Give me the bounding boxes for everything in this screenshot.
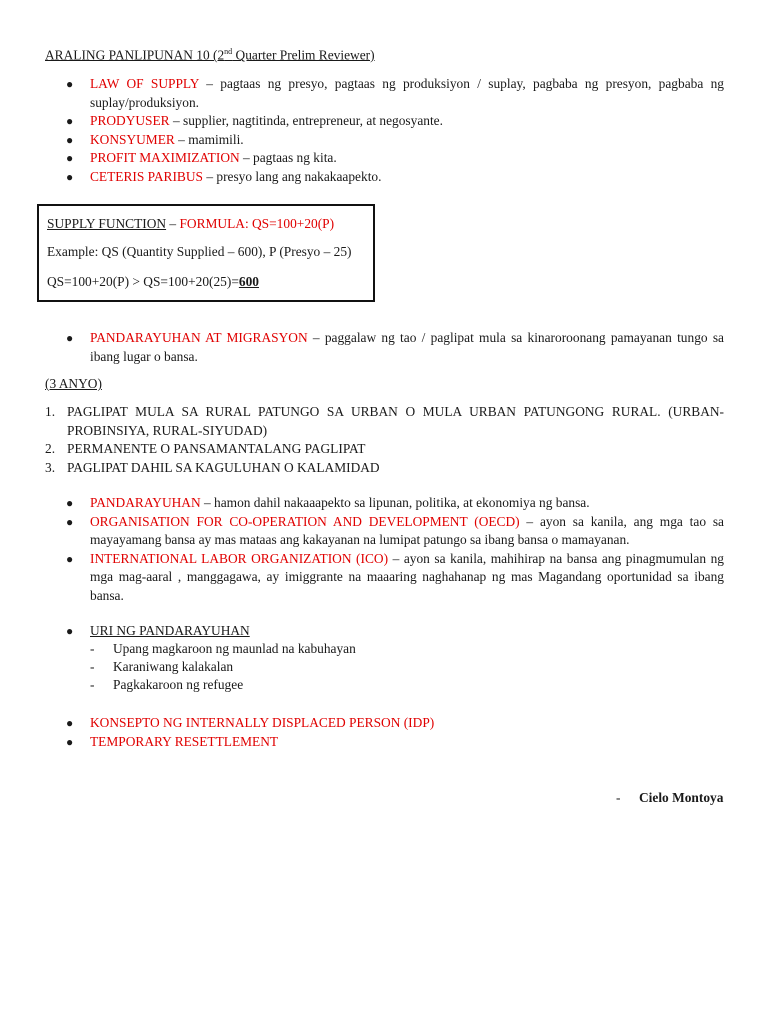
definition-item: ● PANDARAYUHAN – hamon dahil nakaaapekto sa lipunan, politika, at ekonomiya ng bansa. — [90, 494, 724, 513]
migration-list — [66, 329, 725, 366]
uri-item: - Pagkakaroon ng refugee — [90, 677, 244, 693]
anyo-item: 1. PAGLIPAT MULA SA RURAL PATUNGO SA URBAN O MULA URBAN PATUNGONG RURAL. (URBAN-PROBINSIYA, RURAL-SIYUDAD) — [45, 404, 724, 438]
definition-item: ● INTERNATIONAL LABOR ORGANIZATION (ICO) – ayon sa kanila, mahihirap na bansa ang pinagmumulan ng mga mag-aaral , manggagawa, ay imiggrante na maaaring naghahanap ng mas Magandang oportunidad sa ibang bansa. — [66, 550, 724, 603]
bullet-icon: ● — [66, 716, 74, 730]
bullet-icon: ● — [66, 624, 74, 638]
extra-item: ● KONSEPTO NG INTERNALLY DISPLACED PERSON (IDP) — [90, 714, 724, 733]
author-name: Cielo Montoya — [639, 790, 724, 805]
bullet-icon: ● — [66, 77, 74, 91]
bullet-icon: ● — [66, 114, 74, 128]
anyo-item: 2. PERMANENTE O PANSAMANTALANG PAGLIPAT — [45, 441, 366, 456]
anyo-item: 3. PAGLIPAT DAHIL SA KAGULUHAN O KALAMIDAD — [45, 459, 380, 475]
bullet-icon: ● — [66, 734, 74, 749]
anyo-list — [45, 403, 724, 477]
supply-function-heading: SUPPLY FUNCTION – FORMULA: QS=100+20(P) — [47, 216, 335, 231]
anyo-heading: (3 ANYO) — [45, 376, 102, 391]
bullet-icon: ● — [66, 496, 74, 510]
bullet-icon: ● — [66, 151, 74, 165]
definition-item: ● ORGANISATION FOR CO-OPERATION AND DEVELOPMENT (OECD) – ayon sa kanila, ang mga tao sa mayayamang bansa ay mas mataas ang kakayanan na lumipat patungo sa ibang bansa o mamayanan. — [66, 513, 724, 547]
signature: - Cielo Montoya — [616, 790, 724, 805]
organizations-list — [66, 494, 724, 605]
definitions-list — [66, 75, 724, 186]
definition-item: ● PANDARAYUHAN AT MIGRASYON – paggalaw ng tao / paglipat mula sa kinaroroonang pamayanan tungo sa ibang lugar o bansa. — [66, 330, 725, 364]
bullet-icon: ● — [66, 169, 74, 184]
supply-function-example: Example: QS (Quantity Supplied – 600), P (Presyo – 25) — [47, 244, 352, 259]
definition-item: ● PRODYUSER – supplier, nagtitinda, entrepreneur, at negosyante. — [90, 112, 724, 131]
supply-function-calculation: QS=100+20(P) > QS=100+20(25)=600 — [47, 274, 259, 289]
definition-item: ● CETERIS PARIBUS – presyo lang ang nakakaapekto. — [90, 168, 724, 187]
bullet-icon: ● — [66, 514, 74, 529]
bullet-icon: ● — [66, 331, 74, 345]
uri-heading-list — [66, 622, 724, 641]
definition-item: ● KONSYUMER – mamimili. — [90, 131, 724, 150]
uri-list — [90, 640, 356, 695]
supply-function-box — [37, 204, 375, 302]
uri-item: - Karaniwang kalakalan — [90, 659, 234, 675]
uri-heading: ● URI NG PANDARAYUHAN — [90, 622, 724, 641]
bullet-icon: ● — [66, 132, 74, 147]
extra-item: ● TEMPORARY RESETTLEMENT — [90, 733, 724, 752]
document-title: ARALING PANLIPUNAN 10 (2nd Quarter Prelim Reviewer) — [45, 47, 375, 63]
definition-item: ● LAW OF SUPPLY – pagtaas ng presyo, pagtaas ng produksiyon / suplay, pagbaba ng presyon, pagbaba ng suplay/produksiyon. — [66, 76, 724, 110]
extra-list — [66, 714, 724, 751]
bullet-icon: ● — [66, 551, 74, 566]
definition-item: ● PROFIT MAXIMIZATION – pagtaas ng kita. — [90, 149, 724, 168]
uri-item: - Upang magkaroon ng maunlad na kabuhayan — [90, 641, 356, 656]
